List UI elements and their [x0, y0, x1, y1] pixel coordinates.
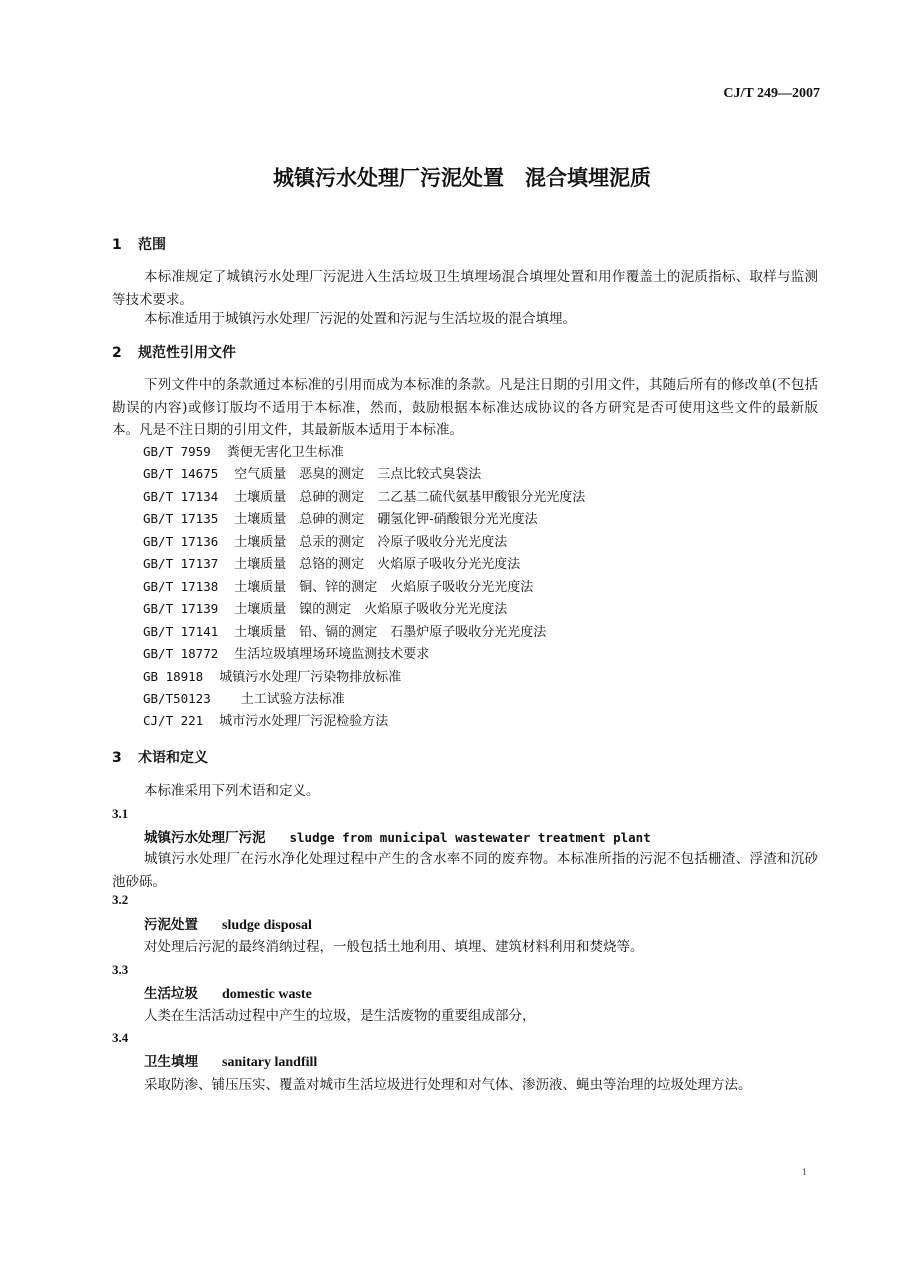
reference-item	[143, 688, 345, 707]
reference-title: 土工试验方法标准	[240, 692, 345, 707]
term-english: sludge from municipal wastewater treatment plant	[289, 830, 651, 845]
reference-item	[143, 576, 533, 595]
reference-item	[143, 598, 507, 617]
document-title: 城镇污水处理厂污泥处置 混合填埋泥质	[273, 166, 651, 190]
reference-item	[143, 441, 344, 460]
section-number: 1	[112, 237, 122, 253]
section-title: 规范性引用文件	[138, 345, 236, 361]
reference-title: 土壤质量 铅、镉的测定 石墨炉原子吸收分光光度法	[234, 625, 547, 640]
reference-item	[143, 710, 388, 729]
term-definition: 对处理后污泥的最终消纳过程，一般包括土地利用、填埋、建筑材料利用和焚烧等。	[144, 939, 644, 955]
term-chinese: 城镇污水处理厂污泥	[144, 830, 266, 846]
term-number: 3.4	[112, 1030, 129, 1045]
reference-code: GB/T 17136	[143, 534, 219, 549]
reference-item	[143, 643, 429, 662]
section-number: 3	[112, 750, 122, 766]
section-1-paragraph-1: 本标准规定了城镇污水处理厂污泥进入生活垃圾卫生填埋场混合填埋处置和用作覆盖土的泥质指标、取样与监测等技术要求。	[112, 269, 818, 308]
section-number: 2	[112, 345, 122, 361]
term-chinese: 生活垃圾	[144, 986, 198, 1002]
reference-title: 土壤质量 铜、锌的测定 火焰原子吸收分光光度法	[234, 580, 534, 595]
term-english: sludge disposal	[222, 918, 312, 933]
reference-title: 土壤质量 总砷的测定 硼氢化钾-硝酸银分光光度法	[234, 512, 538, 527]
reference-item	[143, 666, 401, 685]
reference-code: GB/T 17134	[143, 489, 219, 504]
reference-code: GB/T 14675	[143, 466, 219, 481]
reference-code: GB/T50123	[143, 691, 211, 706]
reference-title: 城镇污水处理厂污染物排放标准	[219, 670, 402, 685]
term-heading	[144, 982, 312, 1003]
reference-code: GB/T 17138	[143, 579, 219, 594]
section-3-paragraph-1: 本标准采用下列术语和定义。	[144, 783, 320, 799]
term-number: 3.1	[112, 806, 129, 821]
section-title: 范围	[138, 237, 166, 253]
term-heading	[144, 1050, 317, 1071]
reference-title: 生活垃圾填埋场环境监测技术要求	[234, 647, 430, 662]
section-1-heading	[112, 234, 166, 254]
term-number: 3.2	[112, 892, 129, 907]
reference-code: GB/T 17141	[143, 624, 219, 639]
term-definition: 人类在生活活动过程中产生的垃圾，是生活废物的重要组成部分，	[144, 1008, 536, 1024]
reference-title: 土壤质量 总汞的测定 冷原子吸收分光光度法	[234, 535, 508, 550]
reference-code: GB/T 17137	[143, 556, 219, 571]
reference-title: 粪便无害化卫生标准	[226, 445, 344, 460]
section-2-paragraph-1: 下列文件中的条款通过本标准的引用而成为本标准的条款。凡是注日期的引用文件，其随后所有的修改单(不包括勘误的内容)或修订版均不适用于本标准，然而，鼓励根据本标准达成协议的各方研究是否可使用这些文件的最新版本。凡是不注日期的引用文件，其最新版本适用于本标准。	[112, 377, 818, 438]
term-heading	[144, 826, 651, 846]
term-definition: 采取防渗、铺压压实、覆盖对城市生活垃圾进行处理和对气体、渗沥液、蝇虫等治理的垃圾处理方法。	[144, 1077, 752, 1093]
term-english: sanitary landfill	[222, 1055, 318, 1070]
reference-title: 土壤质量 总砷的测定 二乙基二硫代氨基甲酸银分光光度法	[234, 490, 586, 505]
reference-item	[143, 553, 520, 572]
reference-code: GB/T 17135	[143, 511, 219, 526]
reference-code: GB/T 7959	[143, 444, 211, 459]
reference-code: CJ/T 221	[143, 713, 204, 728]
reference-title: 土壤质量 总铬的测定 火焰原子吸收分光光度法	[234, 557, 521, 572]
term-english: domestic waste	[222, 987, 312, 1002]
reference-title: 空气质量 恶臭的测定 三点比较式臭袋法	[234, 467, 482, 482]
reference-item	[143, 621, 546, 640]
term-chinese: 污泥处置	[144, 917, 198, 933]
reference-code: GB 18918	[143, 669, 204, 684]
reference-item	[143, 531, 507, 550]
section-3-heading	[112, 747, 208, 767]
reference-code: GB/T 17139	[143, 601, 219, 616]
reference-code: GB/T 18772	[143, 646, 219, 661]
page-number: 1	[802, 1168, 808, 1177]
term-heading	[144, 913, 312, 934]
reference-item	[143, 508, 538, 527]
section-1-paragraph-2: 本标准适用于城镇污水处理厂污泥的处置和污泥与生活垃圾的混合填埋。	[144, 311, 576, 327]
reference-item	[143, 463, 481, 482]
reference-item	[143, 486, 585, 505]
term-chinese: 卫生填埋	[144, 1054, 198, 1070]
term-definition: 城镇污水处理厂在污水净化处理过程中产生的含水率不同的废弃物。本标准所指的污泥不包括栅渣、浮渣和沉砂池砂砾。	[112, 851, 818, 890]
section-title: 术语和定义	[138, 750, 208, 766]
reference-title: 土壤质量 镍的测定 火焰原子吸收分光光度法	[234, 602, 508, 617]
reference-title: 城市污水处理厂污泥检验方法	[219, 714, 389, 729]
standard-code: CJ/T 249—2007	[723, 86, 820, 101]
section-2-heading	[112, 342, 236, 362]
term-number: 3.3	[112, 962, 129, 977]
